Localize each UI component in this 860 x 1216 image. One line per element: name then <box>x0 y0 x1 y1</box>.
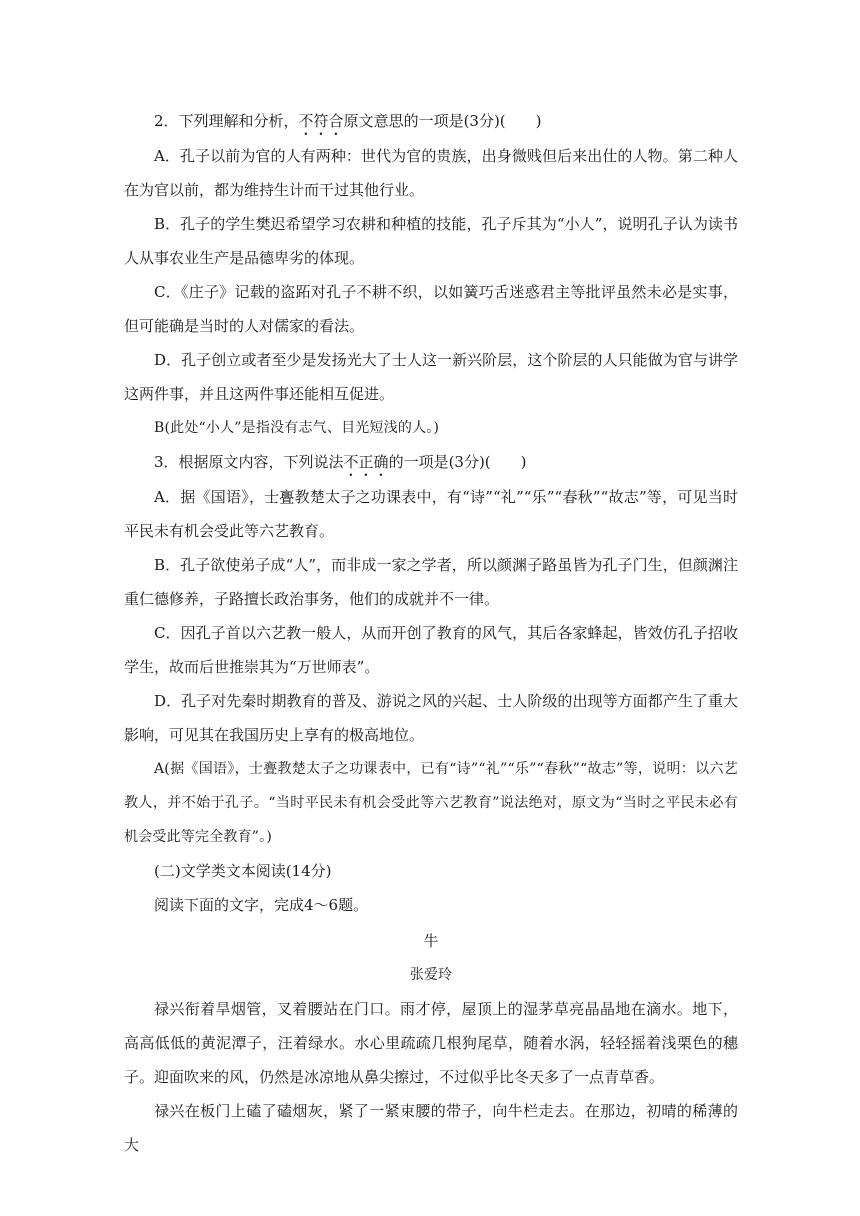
question-3-option-a: A．据《国语》，士亹教楚太子之功课表中，有“诗”“礼”“乐”“春秋”“故志”等，可见当时平民未有机会受此等六艺教育。 <box>124 488 738 540</box>
question-3-stem-end: 的一项是(3分)( ) <box>388 453 527 471</box>
question-2-stem-start: 2．下列理解和分析， <box>154 112 299 130</box>
story-paragraph-2: 禄兴在板门上磕了磕烟灰，紧了一紧束腰的带子，向牛栏走去。在那边，初晴的稀薄的大 <box>124 1102 738 1154</box>
question-2-answer: B(此处“小人”是指没有志气、目光短浅的人。) <box>154 420 440 436</box>
question-3-emphasis: 不正确 <box>343 453 389 471</box>
section-heading: (二)文学类文本阅读(14分) <box>154 862 332 880</box>
question-2-option-d: D．孔子创立或者至少是发扬光大了士人这一新兴阶层，这个阶层的人只能做为官与讲学这两件事，并且这两件事还能相互促进。 <box>124 351 738 403</box>
document-page <box>124 104 738 1162</box>
question-2-option-b: B．孔子的学生樊迟希望学习农耕和种植的技能，孔子斥其为“小人”，说明孔子认为读书人从事农业生产是品德卑劣的体现。 <box>124 215 738 267</box>
question-2-stem <box>124 104 738 139</box>
story-author: 张爱玲 <box>410 967 452 983</box>
story-title: 牛 <box>423 932 439 950</box>
question-2-emphasis: 不符合 <box>298 112 344 130</box>
question-3-answer: A(据《国语》，士亹教楚太子之功课表中，已有“诗”“礼”“乐”“春秋”“故志”等，说明：以六艺教人，并不始于孔子。“当时平民未有机会受此等六艺教育”说法绝对，原文为“当时之平民未必有机会受此等完全教育”。) <box>124 761 738 845</box>
question-3-stem-start: 3．根据原文内容，下列说法 <box>154 453 344 471</box>
question-3-option-b: B．孔子欲使弟子成“人”，而非成一家之学者，所以颜渊子路虽皆为孔子门生，但颜渊注重仁德修养，子路擅长政治事务，他们的成就并不一律。 <box>124 556 738 608</box>
section-instruction: 阅读下面的文字，完成4～6题。 <box>154 896 369 914</box>
question-2-stem-end: 原文意思的一项是(3分)( ) <box>343 112 542 130</box>
question-3-option-d: D．孔子对先秦时期教育的普及、游说之风的兴起、士人阶级的出现等方面都产生了重大影响，可见其在我国历史上享有的极高地位。 <box>124 692 738 744</box>
story-paragraph-1: 禄兴衔着旱烟管，叉着腰站在门口。雨才停，屋顶上的湿茅草亮晶晶地在滴水。地下，高高低低的黄泥潭子，汪着绿水。水心里疏疏几根狗尾草，随着水涡，轻轻摇着浅栗色的穗子。迎面吹来的风，仍然是冰凉地从鼻尖擦过，不过似乎比冬天多了一点青草香。 <box>124 1000 738 1086</box>
question-2-option-a: A．孔子以前为官的人有两种：世代为官的贵族，出身微贱但后来出仕的人物。第二种人在为官以前，都为维持生计而干过其他行业。 <box>124 147 738 199</box>
question-2-option-c: C．《庄子》记载的盗跖对孔子不耕不织，以如簧巧舌迷惑君主等批评虽然未必是实事，但可能确是当时的人对儒家的看法。 <box>124 283 738 335</box>
question-3-option-c: C．因孔子首以六艺教一般人，从而开创了教育的风气，其后各家蜂起，皆效仿孔子招收学生，故而后世推崇其为“万世师表”。 <box>124 624 738 676</box>
question-3-stem <box>124 445 738 480</box>
